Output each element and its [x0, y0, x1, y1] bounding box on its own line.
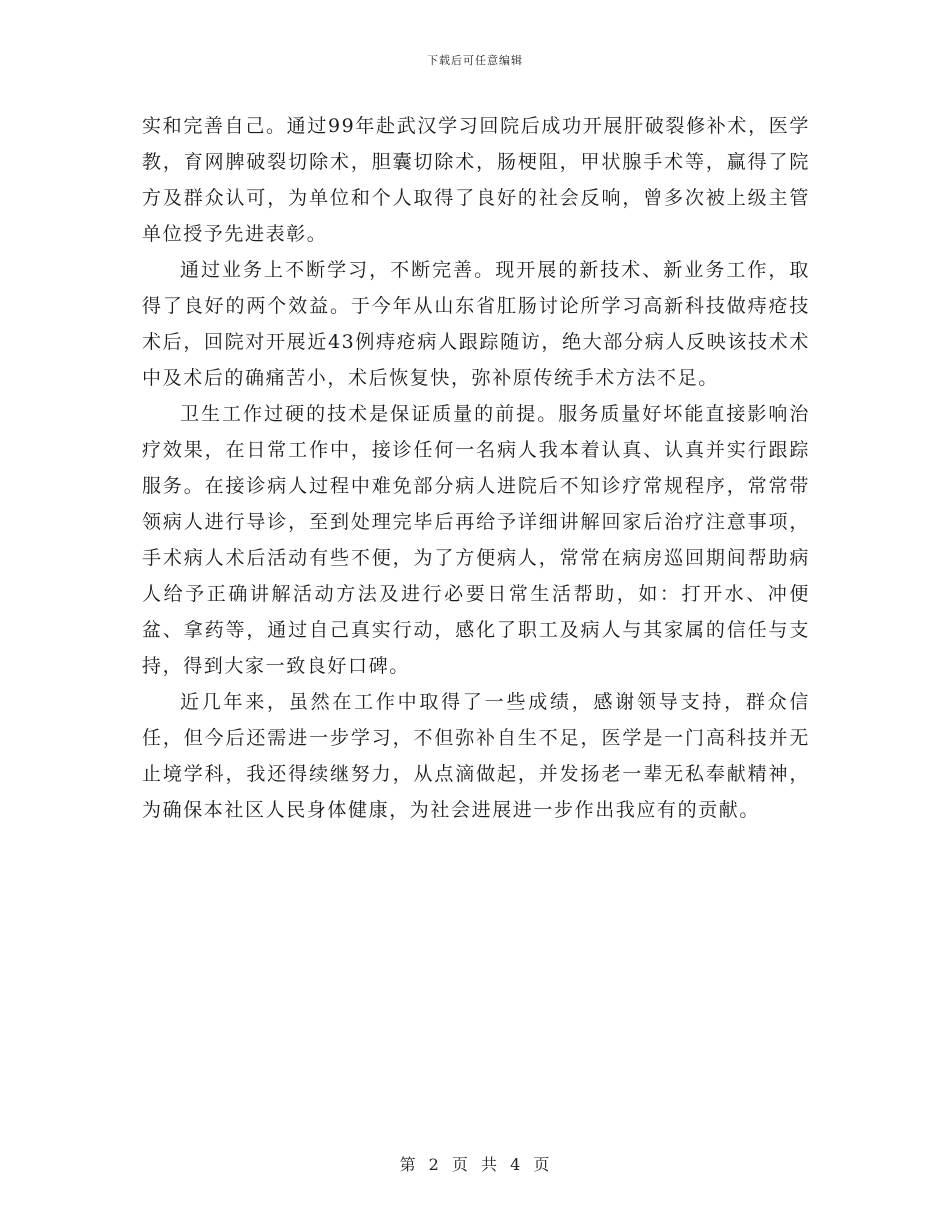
- paragraph: 近几年来，虽然在工作中取得了一些成绩，感谢领导支持，群众信任，但今后还需进一步学习，不但弥补自生不足，医学是一门高科技并无止境学科，我还得续继努力，从点滴做起，并发扬老一辈无私奉献精神，为确保本社区人民身体健康，为社会进展进一步作出我应有的贡献。: [142, 691, 810, 821]
- paragraph: 实和完善自己。通过99年赴武汉学习回院后成功开展肝破裂修补术，医学教，育网脾破裂切除术，胆囊切除术，肠梗阻，甲状腺手术等，赢得了院方及群众认可，为单位和个人取得了良好的社会反响，曾多次被上级主管单位授予先进表彰。: [142, 115, 810, 245]
- paragraph: 卫生工作过硬的技术是保证质量的前提。服务质量好坏能直接影响治疗效果，在日常工作中，接诊任何一名病人我本着认真、认真并实行跟踪服务。在接诊病人过程中难免部分病人进院后不知诊疗常规程序，常常带领病人进行导诊，至到处理完毕后再给予详细讲解回家后治疗注意事项，手术病人术后活动有些不便，为了方便病人，常常在病房巡回期间帮助病人给予正确讲解活动方法及进行必要日常生活帮助，如：打开水、冲便盆、拿药等，通过自己真实行动，感化了职工及病人与其家属的信任与支持，得到大家一致良好口碑。: [142, 403, 810, 677]
- page-header: 下载后可任意编辑: [427, 54, 523, 67]
- paragraph: 通过业务上不断学习，不断完善。现开展的新技术、新业务工作，取得了良好的两个效益。于今年从山东省肛肠讨论所学习高新科技做痔疮技术后，回院对开展近43例痔疮病人跟踪随访，绝大部分病人反映该技术术中及术后的确痛苦小，术后恢复快，弥补原传统手术方法不足。: [142, 259, 810, 389]
- page-number: 第 2 页 共 4 页: [399, 1155, 551, 1174]
- document-body: [142, 108, 810, 828]
